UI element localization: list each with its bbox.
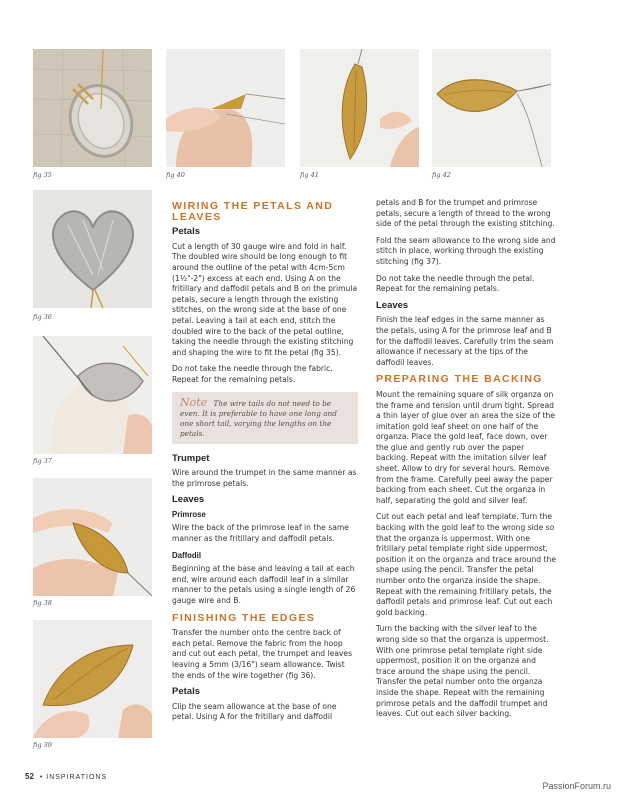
photo-fig37 xyxy=(33,336,152,454)
photo-fig41 xyxy=(300,49,419,167)
paragraph-petals-3: Clip the seam allowance at the base of one petal. Using A for the fritillary and daffodil xyxy=(172,701,337,722)
footer-bullet: • xyxy=(39,774,44,781)
caption-fig36: fig 36 xyxy=(33,313,52,321)
paragraph-finishing: Transfer the number onto the centre back of each petal. Remove the fabric from the hoop and cut out each petal, the trumpet and leaves leaving a 5mm (3/16") seam allowance. Twist the ends of the wire together (fig 36). xyxy=(172,628,353,680)
caption-fig41: fig 41 xyxy=(300,171,319,179)
caption-fig35: fig 35 xyxy=(33,171,52,179)
caption-fig37: fig 37 xyxy=(33,457,52,465)
paragraph-primrose: Wire the back of the primrose leaf in the same manner as the fritillary and daffodil petals. xyxy=(172,523,349,544)
footer-section: INSPIRATIONS xyxy=(46,774,108,781)
photo-fig36 xyxy=(33,190,152,308)
heading-leaves-2: Leaves xyxy=(376,299,409,311)
heading-finishing: FINISHING THE EDGES xyxy=(172,611,316,624)
note-text: The wire tails do not need to be even. It is preferable to have one long and one short tail, varying the lengths on the petals. xyxy=(180,398,337,438)
paragraph-petals-1: Cut a length of 30 gauge wire and fold in half. The doubled wire should be long enough to fit around the outline of the petal with 4cm-5cm (1½"-2") excess at each end. Using A on the fritillary and daffodil petals and B on the primula petals, secure a length through the existing stitches, on the wrong side at the base of one petal. Leaving a tail at each end, stitch the doubled wire to the back of the petal outline, taking the needle through the existing stitching and shaping the wire to fit the petal (fig 35). xyxy=(172,241,358,357)
paragraph-petals-2: Do not take the needle through the fabric. Repeat for the remaining petals. xyxy=(172,364,333,384)
photo-fig35 xyxy=(33,49,152,167)
heading-daffodil: Daffodil xyxy=(172,550,202,560)
caption-fig38: fig 38 xyxy=(33,599,52,607)
heading-petals-2: Petals xyxy=(172,686,200,698)
note-label: Note xyxy=(180,395,208,409)
photo-fig40 xyxy=(166,49,285,167)
photo-fig42 xyxy=(432,49,551,167)
caption-fig39: fig 39 xyxy=(33,741,52,749)
caption-fig40: fig 40 xyxy=(166,171,185,179)
paragraph-leaves-2: Finish the leaf edges in the same manner as the petals, using A for the primrose leaf and B for the daffodil leaves. Carefully trim the seam allowance if necessary at the tips of the daffodil leaves. xyxy=(376,315,554,367)
paragraph-col2-3: Do not take the needle through the petal. Repeat for the remaining petals. xyxy=(376,273,535,294)
heading-backing: PREPARING THE BACKING xyxy=(376,373,543,386)
watermark: PassionForum.ru xyxy=(542,781,611,791)
photo-fig39 xyxy=(33,620,152,738)
text-column-2 xyxy=(376,198,556,726)
caption-fig42: fig 42 xyxy=(432,171,451,179)
paragraph-trumpet: Wire around the trumpet in the same manner as the primrose petals. xyxy=(172,468,357,488)
photo-fig38 xyxy=(33,478,152,596)
heading-wiring: WIRING THE PETALS AND LEAVES xyxy=(172,200,334,223)
page-number: 52 xyxy=(25,772,34,781)
paragraph-backing-1: Mount the remaining square of silk organza on the frame and tension until drum tight. Spread a thin layer of glue over an area the size of the imitation gold leaf sheet on one half of the organza. Place the gold leaf, face down, over the glue and gently rub over the paper backing. Repeat with the imitation silver leaf sheet. Allow to dry for several hours. Remove from the frame. Carefully peel away the paper backing from each sheet. Cut the organza in half, separating the gold and silver leaf. xyxy=(376,389,556,505)
paragraph-backing-2: Cut out each petal and leaf template. Turn the backing with the gold leaf to the wrong side so that the organza is uppermost. With one fritillary petal template right side uppermost, position it on the organza and trace around the shape using the pencil. Transfer the petal number onto the organza inside the shape. Repeat with the remaining fritillary petals, the daffodil petals and primrose leaf. Cut out each gold backing. xyxy=(376,512,557,617)
paragraph-daffodil: Beginning at the base and leaving a tail at each end, wire around each daffodil leaf in a similar manner to the petals using a single length of 26 gauge wire and B. xyxy=(172,564,356,606)
paragraph-backing-3: Turn the backing with the silver leaf to the wrong side so that the organza is uppermost. With one primrose petal template right side uppermost, position it on the organza and trace around the shape using the pencil. Transfer the petal number onto the organza inside the shape. Repeat with the remaining primrose petals and the daffodil trumpet and leaves. Cut out each silver backing. xyxy=(376,624,549,719)
text-column-1 xyxy=(172,195,358,729)
heading-leaves: Leaves xyxy=(172,494,205,506)
paragraph-col2-2: Fold the seam allowance to the wrong side and stitch in place, working through the existing stitching (fig 37). xyxy=(376,235,556,266)
page-footer xyxy=(25,772,107,781)
heading-petals: Petals xyxy=(172,226,200,238)
heading-trumpet: Trumpet xyxy=(172,452,210,464)
paragraph-col2-1: petals and B for the trumpet and primrose petals, secure a length of thread to the wrong side of the petal through the existing stitching. xyxy=(376,198,555,229)
note-box xyxy=(172,392,358,444)
heading-primrose: Primrose xyxy=(172,509,206,519)
